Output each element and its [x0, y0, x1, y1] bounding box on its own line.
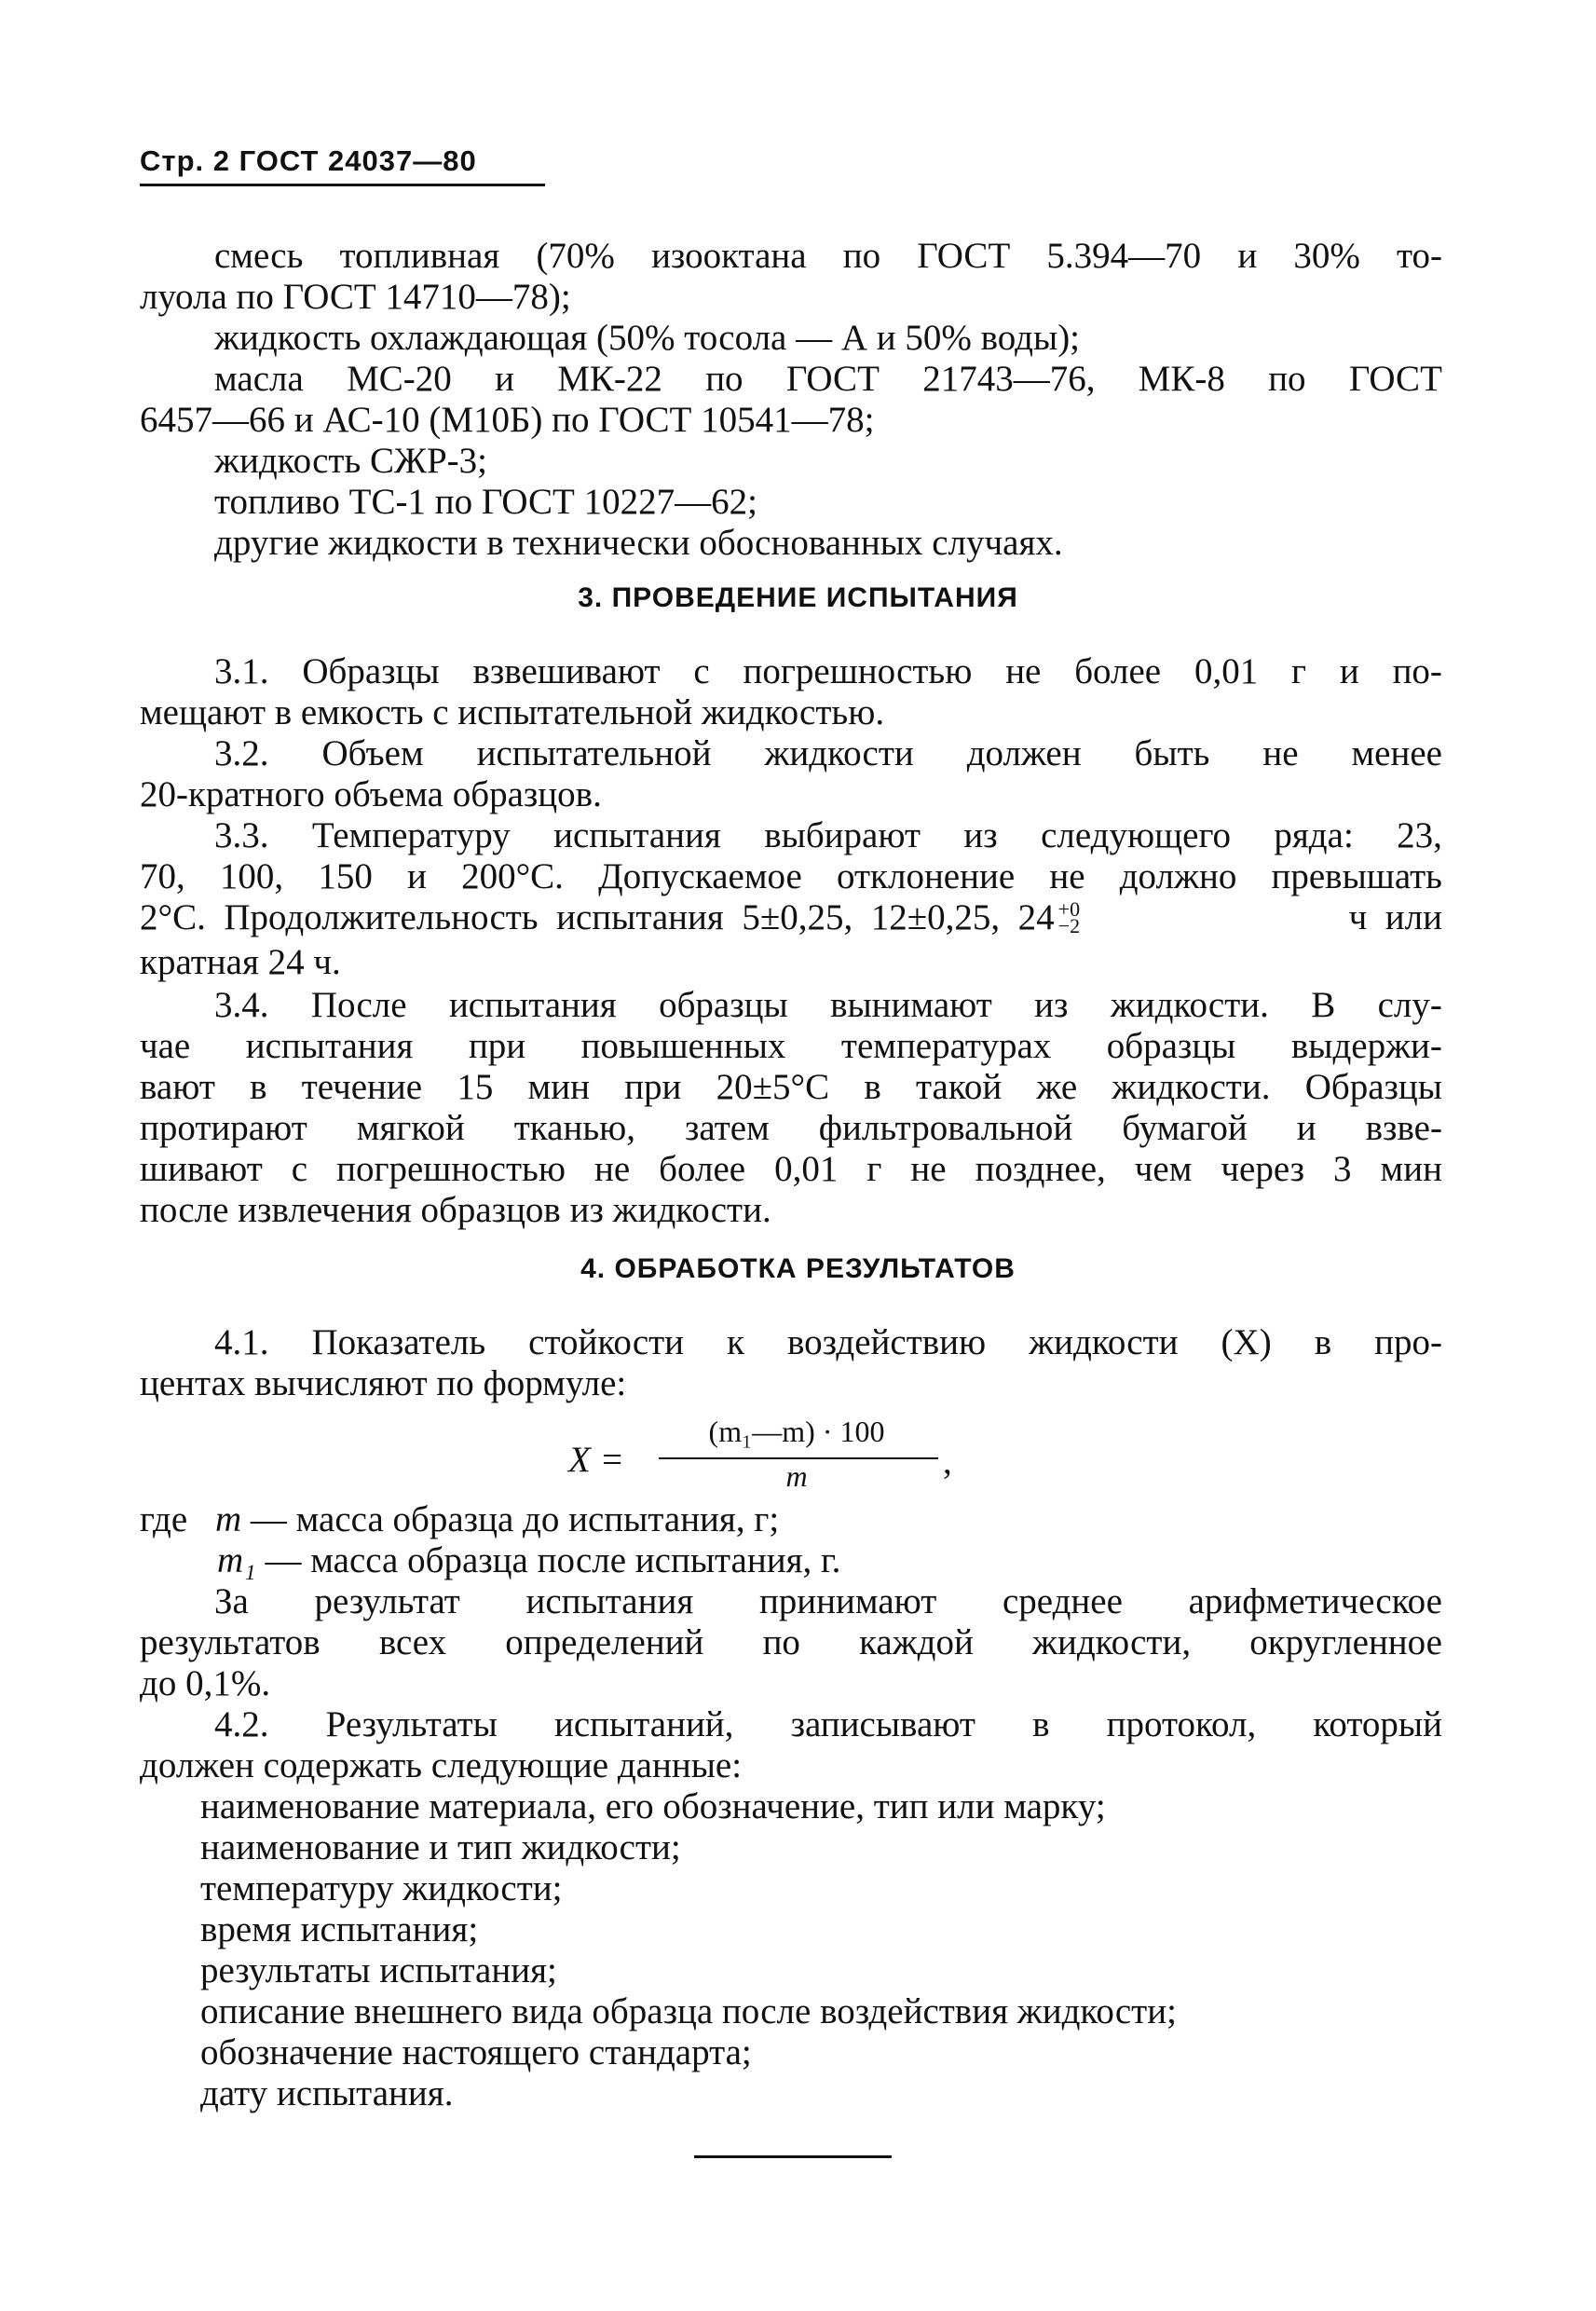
word: масла: [214, 359, 304, 399]
word: мин: [1380, 1149, 1442, 1189]
word: не: [1049, 856, 1085, 896]
where-line: [217, 1539, 840, 1581]
word: После: [310, 985, 407, 1025]
word: не: [593, 1149, 631, 1189]
word: Показатель: [311, 1322, 486, 1362]
word: смесь: [214, 236, 304, 276]
word: 150: [318, 856, 373, 896]
word: с: [693, 651, 710, 691]
word: тканью,: [513, 1108, 635, 1148]
word: ГОСТ: [1348, 359, 1442, 399]
word: определений: [505, 1622, 704, 1662]
tolerance-minus: −2: [1057, 913, 1081, 937]
text-line: другие жидкости в технически обоснованных случаях.: [214, 523, 1063, 563]
word: среднее: [1002, 1581, 1123, 1621]
word: испытаний,: [553, 1704, 734, 1744]
text-line: [140, 1066, 1442, 1108]
word: не: [1005, 651, 1042, 691]
word: 100,: [219, 856, 284, 896]
word: отклонение: [837, 856, 1016, 896]
word: Результаты: [325, 1704, 498, 1744]
word: арифметическое: [1188, 1581, 1442, 1621]
end-rule: [694, 2155, 892, 2158]
text-line: [140, 1148, 1442, 1190]
word: 5.394—70: [1046, 236, 1202, 276]
tolerance-text: 2°С. Продолжительность испытания 5±0,25, 12±0,25, 24: [140, 897, 1055, 937]
word: в: [250, 1067, 267, 1107]
word: более: [1074, 651, 1162, 691]
variable-m1: m₁: [217, 1540, 256, 1580]
section-heading: 3. ПРОВЕДЕНИЕ ИСПЫТАНИЯ: [578, 582, 1018, 613]
word: течение: [301, 1067, 423, 1107]
formula: [540, 1415, 950, 1498]
text-line: 6457—66 и АС-10 (М10Б) по ГОСТ 10541—78;: [140, 400, 875, 440]
word: по: [1268, 359, 1306, 399]
word: такой: [916, 1067, 1003, 1107]
word: быть: [1134, 733, 1210, 773]
word: воздействию: [787, 1322, 987, 1362]
text-line: луола по ГОСТ 14710—78);: [140, 277, 571, 317]
word: 23,: [1397, 815, 1442, 855]
word: 0,01: [774, 1149, 839, 1189]
text-line: [140, 855, 1442, 897]
word: и: [1237, 236, 1258, 276]
word: испытания: [448, 985, 617, 1025]
word: менее: [1351, 733, 1442, 773]
word: при: [624, 1067, 682, 1107]
word: испытания: [525, 1581, 694, 1621]
word: Образцы: [1304, 1067, 1442, 1107]
word: образцы: [659, 985, 788, 1025]
word: 3.3.: [214, 815, 269, 855]
protocol-item: время испытания;: [200, 1909, 479, 1949]
word: мягкой: [356, 1108, 465, 1148]
tolerance-superscript-subscript: [1057, 896, 1081, 937]
word: 15: [457, 1067, 494, 1107]
word: взве-: [1365, 1108, 1442, 1148]
word: 20±5°С: [716, 1067, 830, 1107]
text-line-with-tolerance: [140, 896, 1442, 938]
text-line: [214, 650, 1442, 692]
word: затем: [685, 1108, 770, 1148]
word: (70%: [536, 236, 615, 276]
word: позднее,: [975, 1149, 1106, 1189]
word: топливная: [339, 236, 500, 276]
word: каждой: [859, 1622, 974, 1662]
where-label: где: [140, 1499, 188, 1539]
where-def: — масса образца после испытания, г.: [265, 1540, 841, 1580]
word: результат: [314, 1581, 460, 1621]
word: жидкости.: [1112, 1067, 1271, 1107]
word: 200°С.: [461, 856, 564, 896]
word: из: [963, 815, 998, 855]
text-line: [214, 814, 1442, 856]
word: и: [1339, 651, 1359, 691]
word: чае: [140, 1026, 191, 1066]
text-line: жидкость СЖР-3;: [214, 441, 487, 481]
word: мин: [527, 1067, 590, 1107]
word: по: [705, 359, 743, 399]
protocol-item: температуру жидкости;: [200, 1868, 563, 1908]
word: должно: [1119, 856, 1237, 896]
word: образцы: [1106, 1026, 1236, 1066]
page-header: Стр. 2 ГОСТ 24037—80: [140, 144, 477, 177]
tolerance-text-end: ч или: [1348, 897, 1442, 937]
word: 30%: [1293, 236, 1360, 276]
text-line: [214, 984, 1442, 1026]
word: слу-: [1377, 985, 1442, 1025]
word: Объем: [321, 733, 424, 773]
word: Образцы: [302, 651, 440, 691]
text-line: жидкость охлаждающая (50% тосола — А и 50% воды);: [214, 318, 1081, 358]
formula-numerator: (m₁—m) · 100: [708, 1415, 885, 1448]
word: 3.1.: [214, 651, 269, 691]
word: фильтровальной: [818, 1108, 1073, 1148]
word: записывают: [790, 1704, 975, 1744]
word: протирают: [140, 1108, 307, 1148]
header-rule: [140, 184, 545, 186]
word: стойкости: [528, 1322, 685, 1362]
text-line: [214, 358, 1442, 400]
word: испытательной: [476, 733, 712, 773]
word: Допускаемое: [598, 856, 802, 896]
section-heading: 4. ОБРАБОТКА РЕЗУЛЬТАТОВ: [580, 1253, 1016, 1284]
protocol-item: обозначение настоящего стандарта;: [200, 2032, 752, 2072]
word: в: [1314, 1322, 1332, 1362]
word: по: [762, 1622, 800, 1662]
word: при: [468, 1026, 526, 1066]
word: выбирают: [764, 815, 921, 855]
text-line: [140, 1621, 1442, 1663]
word: шивают: [140, 1149, 263, 1189]
word: вынимают: [830, 985, 992, 1025]
word: и: [1296, 1108, 1316, 1148]
word: выдержи-: [1290, 1026, 1442, 1066]
word: должен: [966, 733, 1082, 773]
word: результатов: [140, 1622, 321, 1662]
word: 3.2.: [214, 733, 269, 773]
text-line: до 0,1%.: [140, 1663, 271, 1703]
formula-lhs: X =: [568, 1440, 624, 1480]
word: испытания: [245, 1026, 414, 1066]
text-line: [214, 1703, 1442, 1745]
word: про-: [1374, 1322, 1442, 1362]
word: всех: [378, 1622, 447, 1662]
word: жидкости: [1029, 1322, 1179, 1362]
word: принимают: [758, 1581, 937, 1621]
tolerance-plus: +0: [1057, 896, 1081, 921]
text-line: [214, 235, 1442, 277]
word: 3: [1333, 1149, 1352, 1189]
word: по: [842, 236, 881, 276]
word: испытания: [553, 815, 721, 855]
text-line: [214, 732, 1442, 774]
where-def: — масса образца до испытания, г;: [250, 1499, 780, 1539]
protocol-item: результаты испытания;: [200, 1950, 557, 1990]
word: в: [864, 1067, 881, 1107]
word: более: [659, 1149, 746, 1189]
word: (X): [1221, 1322, 1272, 1362]
word: жидкости,: [1032, 1622, 1192, 1662]
word: взвешивают: [472, 651, 661, 691]
text-line: [214, 1580, 1442, 1622]
text-line: мещают в емкость с испытательной жидкостью.: [140, 692, 885, 732]
text-line: [214, 1321, 1442, 1363]
word: к: [727, 1322, 745, 1362]
word: В: [1311, 985, 1336, 1025]
protocol-item: наименование и тип жидкости;: [200, 1827, 681, 1867]
word: через: [1221, 1149, 1305, 1189]
word: Температуру: [311, 815, 511, 855]
word: 4.2.: [214, 1704, 269, 1744]
word: г: [866, 1149, 882, 1189]
word: и: [407, 856, 427, 896]
text-line: 20-кратного объема образцов.: [140, 774, 602, 814]
word: ГОСТ: [785, 359, 880, 399]
word: по-: [1392, 651, 1442, 691]
protocol-item: наименование материала, его обозначение, тип или марку;: [200, 1786, 1106, 1826]
word: и: [495, 359, 514, 399]
text-line: топливо ТС-1 по ГОСТ 10227—62;: [214, 482, 757, 522]
word: не: [1262, 733, 1299, 773]
word: вают: [140, 1067, 215, 1107]
variable-m: m: [214, 1499, 242, 1539]
word: то-: [1396, 236, 1442, 276]
formula-denominator: m: [785, 1459, 808, 1493]
text-line: после извлечения образцов из жидкости.: [140, 1190, 771, 1230]
word: 4.1.: [214, 1322, 269, 1362]
word: не: [910, 1149, 947, 1189]
word: За: [214, 1581, 249, 1621]
text-line: кратная 24 ч.: [140, 942, 341, 982]
word: МС-20: [347, 359, 452, 399]
word: же: [1036, 1067, 1078, 1107]
word: следующего: [1041, 815, 1231, 855]
word: округленное: [1249, 1622, 1442, 1662]
protocol-item: описание внешнего вида образца после воздействия жидкости;: [200, 1991, 1177, 2031]
word: 3.4.: [214, 985, 269, 1025]
word: протокол,: [1106, 1704, 1257, 1744]
formula-comma: ,: [943, 1442, 952, 1482]
word: погрешностью: [743, 651, 973, 691]
word: жидкости: [764, 733, 914, 773]
word: температурах: [840, 1026, 1052, 1066]
protocol-item: дату испытания.: [200, 2073, 454, 2113]
word: 70,: [140, 856, 185, 896]
where-line: [140, 1498, 779, 1540]
word: чем: [1134, 1149, 1193, 1189]
word: ГОСТ: [917, 236, 1011, 276]
word: с: [291, 1149, 308, 1189]
text-line: [140, 1025, 1442, 1067]
word: повышенных: [580, 1026, 786, 1066]
word: изооктана: [651, 236, 807, 276]
word: превышать: [1271, 856, 1442, 896]
word: погрешностью: [336, 1149, 566, 1189]
word: МК-22: [557, 359, 662, 399]
word: из: [1034, 985, 1069, 1025]
word: ряда:: [1274, 815, 1354, 855]
text-line: должен содержать следующие данные:: [140, 1745, 743, 1785]
word: в: [1032, 1704, 1050, 1744]
word: г: [1291, 651, 1307, 691]
word: который: [1313, 1704, 1442, 1744]
text-line: [140, 1107, 1442, 1149]
text-line: центах вычисляют по формуле:: [140, 1363, 627, 1403]
word: МК-8: [1138, 359, 1225, 399]
word: бумагой: [1122, 1108, 1248, 1148]
word: 0,01: [1194, 651, 1259, 691]
word: жидкости.: [1110, 985, 1269, 1025]
word: 21743—76,: [922, 359, 1096, 399]
